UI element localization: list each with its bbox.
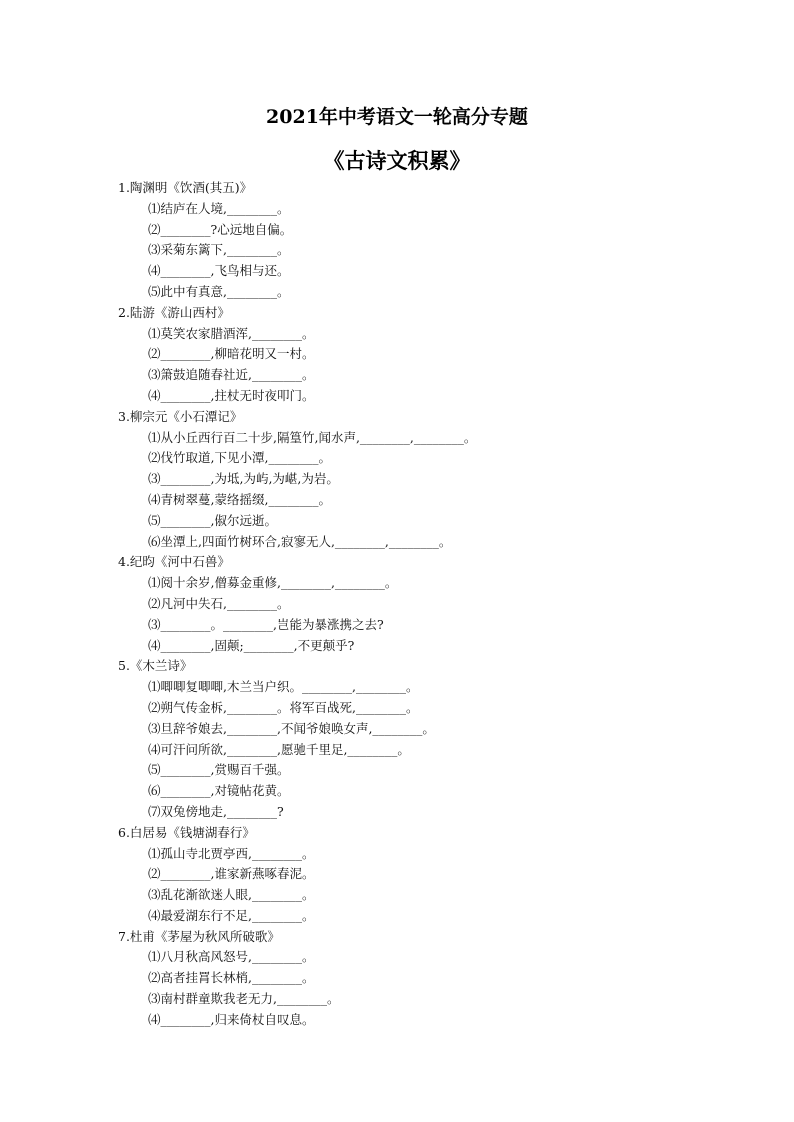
document-subtitle: 《古诗文积累》 bbox=[323, 148, 471, 173]
question-item: ⑶箫鼓追随春社近,________。 bbox=[148, 367, 315, 383]
question-item: ⑹________,对镜帖花黄。 bbox=[148, 783, 290, 799]
question-item: ⑴唧唧复唧唧,木兰当户织。________,________。 bbox=[148, 679, 419, 695]
question-item: ⑷________,固颠;________,不更颠乎? bbox=[148, 637, 355, 653]
question-item: ⑸此中有真意,________。 bbox=[148, 283, 290, 299]
question-item: ⑶乱花渐欲迷人眼,________。 bbox=[148, 887, 315, 903]
question-item: ⑵________?心远地自偏。 bbox=[148, 221, 293, 237]
question-item: ⑷________,归来倚杖自叹息。 bbox=[148, 1011, 315, 1027]
question-item: ⑵高者挂罥长林梢,________。 bbox=[148, 970, 315, 986]
question-item: ⑸________,赏赐百千强。 bbox=[148, 762, 290, 778]
question-item: ⑷最爱湖东行不足,________。 bbox=[148, 907, 315, 923]
question-item: ⑶旦辞爷娘去,________,不闻爷娘唤女声,________。 bbox=[148, 720, 435, 736]
question-item: ⑴孤山寺北贾亭西,________。 bbox=[148, 845, 315, 861]
section-heading: 7.杜甫《茅屋为秋风所破歌》 bbox=[118, 928, 280, 944]
question-item: ⑵伐竹取道,下见小潭,________。 bbox=[148, 450, 331, 466]
question-item: ⑶________。________,岂能为暴涨携之去? bbox=[148, 616, 384, 632]
question-item: ⑸________,俶尔远逝。 bbox=[148, 512, 277, 528]
question-item: ⑴莫笑农家腊酒浑,________。 bbox=[148, 325, 315, 341]
question-item: ⑺双兔傍地走,________? bbox=[148, 803, 284, 819]
question-item: ⑹坐潭上,四面竹树环合,寂寥无人,________,________。 bbox=[148, 533, 452, 549]
section-heading: 2.陆游《游山西村》 bbox=[118, 304, 230, 320]
question-item: ⑷青树翠蔓,蒙络摇缀,________。 bbox=[148, 491, 331, 507]
question-item: ⑷________,飞鸟相与还。 bbox=[148, 263, 290, 279]
section-heading: 4.纪昀《河中石兽》 bbox=[118, 554, 230, 570]
section-heading: 5.《木兰诗》 bbox=[118, 658, 193, 674]
section-heading: 6.白居易《钱塘湖春行》 bbox=[118, 824, 255, 840]
question-item: ⑷可汗问所欲,________,愿驰千里足,________。 bbox=[148, 741, 410, 757]
section-heading: 1.陶渊明《饮酒(其五)》 bbox=[118, 180, 253, 195]
question-item: ⑵朔气传金柝,________。将军百战死,________。 bbox=[148, 699, 419, 715]
document-title: 2021年中考语文一轮高分专题 bbox=[266, 106, 528, 128]
question-item: ⑴八月秋高风怒号,________。 bbox=[148, 949, 315, 965]
question-item: ⑵凡河中失石,________。 bbox=[148, 595, 290, 611]
section-heading: 3.柳宗元《小石潭记》 bbox=[118, 408, 243, 424]
question-item: ⑷________,拄杖无时夜叩门。 bbox=[148, 387, 315, 403]
question-item: ⑶________,为坻,为屿,为嵁,为岩。 bbox=[148, 471, 339, 487]
question-item: ⑵________,柳暗花明又一村。 bbox=[148, 346, 315, 362]
question-item: ⑴从小丘西行百二十步,隔篁竹,闻水声,________,________。 bbox=[148, 429, 477, 445]
question-item: ⑶采菊东篱下,________。 bbox=[148, 242, 290, 258]
question-item: ⑶南村群童欺我老无力,________。 bbox=[148, 991, 340, 1007]
question-item: ⑴阅十余岁,僧募金重修,________,________。 bbox=[148, 575, 398, 591]
question-item: ⑵________,谁家新燕啄春泥。 bbox=[148, 866, 315, 882]
question-item: ⑴结庐在人境,________。 bbox=[148, 200, 290, 216]
question-list bbox=[118, 178, 768, 1031]
